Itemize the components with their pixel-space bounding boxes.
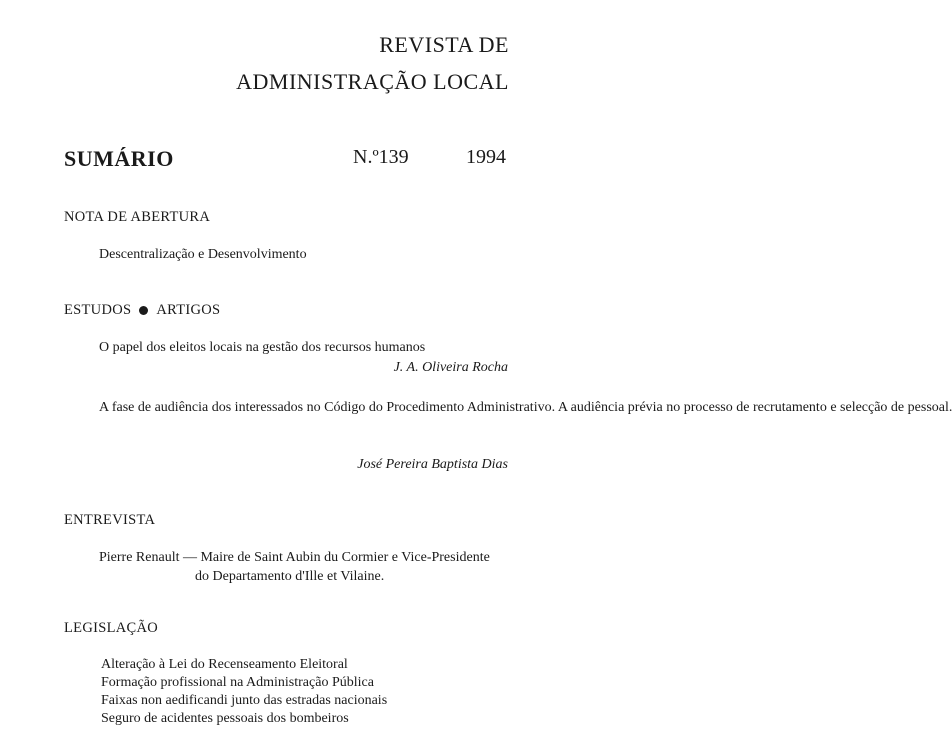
interview-line-2: do Departamento d'Ille et Vilaine.	[195, 569, 385, 584]
list-item: Formação profissional na Administração Pública	[101, 675, 374, 690]
page-title: SUMÁRIO	[64, 146, 174, 171]
masthead-line-1: REVISTA DE	[379, 32, 509, 57]
section-heading-legislacao: LEGISLAÇÃO	[64, 620, 159, 636]
interview-entry	[99, 548, 511, 586]
legislation-list	[101, 656, 387, 728]
section-heading-nota-abertura: NOTA DE ABERTURA	[64, 209, 211, 225]
article-2-title: A fase de audiência dos interessados no Código do Procedimento Administrativo. A audiência prévia no processo de recrutamento e selecção de pessoal.	[99, 400, 952, 415]
interview-line-1: Pierre Renault — Maire de Saint Aubin du Cormier e Vice-Presidente	[99, 550, 490, 565]
section-heading-estudos	[64, 302, 220, 319]
nota-abertura-item: Descentralização e Desenvolvimento	[99, 247, 307, 262]
issue-year: 1994	[466, 146, 506, 168]
estudos-label: ESTUDOS	[64, 302, 132, 318]
article-1-author: J. A. Oliveira Rocha	[393, 360, 508, 375]
masthead-line-2: ADMINISTRAÇÃO LOCAL	[236, 69, 509, 94]
list-item: Alteração à Lei do Recenseamento Eleitoral	[101, 657, 348, 672]
issue-number: N.º139	[353, 146, 409, 168]
list-item: Seguro de acidentes pessoais dos bombeiros	[101, 711, 349, 726]
bullet-icon	[139, 306, 148, 315]
article-2-author: José Pereira Baptista Dias	[357, 457, 508, 472]
artigos-label: ARTIGOS	[156, 302, 221, 318]
section-heading-entrevista: ENTREVISTA	[64, 512, 156, 528]
list-item: Faixas non aedificandi junto das estradas nacionais	[101, 693, 388, 708]
article-1-title: O papel dos eleitos locais na gestão dos recursos humanos	[99, 340, 426, 355]
